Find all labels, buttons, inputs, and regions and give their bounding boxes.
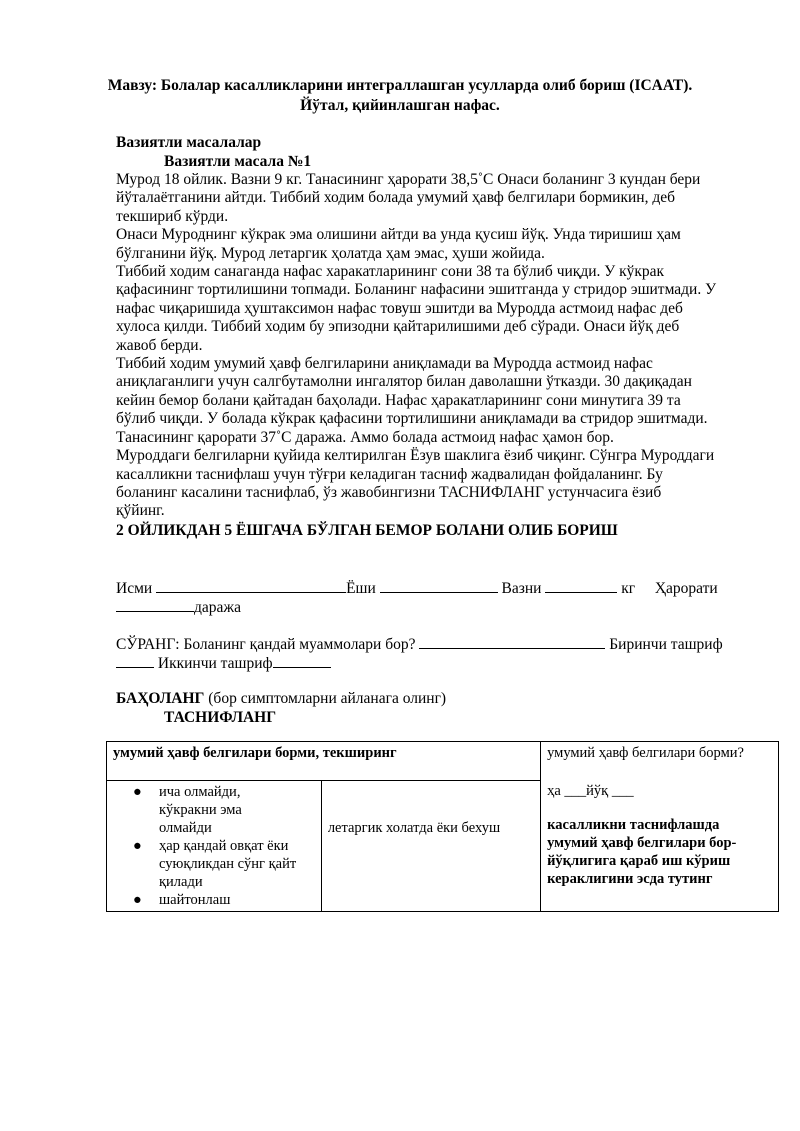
case-line: аниқлаганлиги учун салгбутамолни ингалятор билан даволашни ўтказди. 30 дақиқадан <box>116 373 692 391</box>
case-line: Онаси Муроднинг кўкрак эма олишини айтди ва унда қусиш йўқ. Унда тиришиш ҳам <box>116 226 681 244</box>
table-header-right: умумий ҳавф белгилари борми? <box>547 745 744 761</box>
case-heading: Вазиятли масала №1 <box>164 153 312 170</box>
section-heading: Вазиятли масалалар <box>116 134 262 151</box>
lethargic-cell[interactable]: летаргик холатда ёки бехуш <box>321 781 540 912</box>
case-line: боланинг касалини таснифлаб, ўз жавобингизни ТАСНИФЛАНГ устунчасига ёзиб <box>116 483 662 501</box>
first-visit-label: Биринчи ташриф <box>609 636 723 653</box>
age-field[interactable] <box>380 578 498 593</box>
weight-label: Вазни <box>501 580 542 597</box>
weight-unit: кг <box>621 580 636 597</box>
page-title-line1: Мавзу: Болалар касалликларини интеграллашган усулларда олиб бориш (ICAAT). <box>107 77 693 94</box>
case-line: текшириб кўрди. <box>116 207 229 225</box>
list-item[interactable]: ● шайтонлаш <box>133 892 231 908</box>
temperature-label: Ҳарорати <box>654 580 718 597</box>
table-right-cell <box>541 742 779 912</box>
temperature-field[interactable] <box>116 597 194 612</box>
case-line: жавоб берди. <box>116 336 203 354</box>
case-line: йўталаётганини айтди. Тиббий ходим болада умумий ҳавф белгилари бормикин, деб <box>116 189 675 207</box>
case-line: қўйинг. <box>116 502 165 520</box>
case-line: Тиббий ходим санаганда нафас харакатларининг сони 38 та бўлиб чиқди. У кўкрак <box>116 263 665 281</box>
patient-info-row <box>116 578 756 598</box>
danger-signs-table <box>106 741 779 912</box>
danger-signs-list <box>113 783 315 909</box>
table-header-left: умумий ҳавф белгилари борми, текширинг <box>107 742 541 781</box>
first-visit-field[interactable] <box>116 653 154 668</box>
form-heading: 2 ОЙЛИКДАН 5 ЁШГАЧА БЎЛГАН БЕМОР БОЛАНИ ОЛИБ БОРИШ <box>116 522 618 539</box>
case-line: Танасининг қарорати 37˚С даража. Аммо болада астмоид нафас ҳамон бор. <box>116 428 614 446</box>
case-line: Мурoддаги белгиларни қуйида келтирилган Ёзув шаклига ёзиб чиқинг. Сўнгра Муроддаги <box>116 447 715 465</box>
bullet-icon: ● <box>133 892 142 908</box>
case-line: кейин бемор болани қайтадан баҳолади. Нафас ҳаракатларининг сони минутига 39 та <box>116 391 681 409</box>
visit-row <box>116 653 756 673</box>
yes-no-field[interactable]: ҳа ___йўқ ___ <box>547 783 634 799</box>
name-field[interactable] <box>156 578 346 593</box>
case-line: нафас чиқаришида ҳуштаксимон нафас товуш эшитди ва Муродда астмоид нафас деб <box>116 299 683 317</box>
page-title-line2: Йўтал, қийинлашган нафас. <box>300 97 500 114</box>
case-line: қафасининг тортилишини топмади. Боланинг нафасини эшитганда у стридор эшитмади. У <box>116 281 717 299</box>
temperature-unit: даража <box>194 599 241 616</box>
case-line: касалликни таснифлаш учун тўғри келадиган тасниф жадвалидан фойдаланинг. Бу <box>116 465 663 483</box>
name-label: Исми <box>116 580 153 597</box>
case-line: хулоса қилди. Тиббий ходим бу эпизодни қайтарилишими деб сўради. Онаси йўқ деб <box>116 318 680 336</box>
list-item[interactable]: ● ича олмайди, кўкракни эма олмайди <box>133 784 242 836</box>
weight-field[interactable] <box>545 578 617 593</box>
bullet-icon: ● <box>133 784 142 800</box>
problems-field[interactable] <box>419 634 605 649</box>
ask-label: СЎРАНГ: Боланинг қандай муаммолари бор? <box>116 636 416 653</box>
classification-reminder: касалликни таснифлашда умумий ҳавф белгилари бор- йўқлигига қараб иш кўриш кераклигини эсда тутинг <box>547 817 737 887</box>
ask-row <box>116 634 756 654</box>
danger-signs-cell <box>107 781 322 912</box>
case-line: Тиббий ходим умумий ҳавф белгиларини аниқламади ва Муродда астмоид нафас <box>116 355 653 373</box>
case-line: бўлиб чиқди. У болада кўкрак қафасини тортилишини аниқламади ва стридор эшитмади. <box>116 410 708 428</box>
classify-label: ТАСНИФЛАНГ <box>164 709 277 726</box>
second-visit-field[interactable] <box>273 653 331 668</box>
list-item[interactable]: ● ҳар қандай овқат ёки суюқликдан сўнг қайт қилади <box>133 838 297 890</box>
assess-row <box>116 689 756 708</box>
case-text <box>116 171 752 521</box>
case-line: Мурод 18 ойлик. Вазни 9 кг. Танасининг ҳарорати 38,5˚С Онаси боланинг 3 кундан бери <box>116 171 701 188</box>
age-label: Ёши <box>346 580 376 597</box>
assess-label: БАҲОЛАНГ <box>116 690 205 707</box>
assess-note: (бор симптомларни айланага олинг) <box>208 690 447 707</box>
temperature-row <box>116 597 756 617</box>
case-line: бўлганини йўқ. Мурод летаргик ҳолатда ҳам эмас, ҳуши жойида. <box>116 244 545 262</box>
table-header-row <box>107 742 779 781</box>
bullet-icon: ● <box>133 838 142 854</box>
second-visit-label: Иккинчи ташриф <box>157 655 273 672</box>
